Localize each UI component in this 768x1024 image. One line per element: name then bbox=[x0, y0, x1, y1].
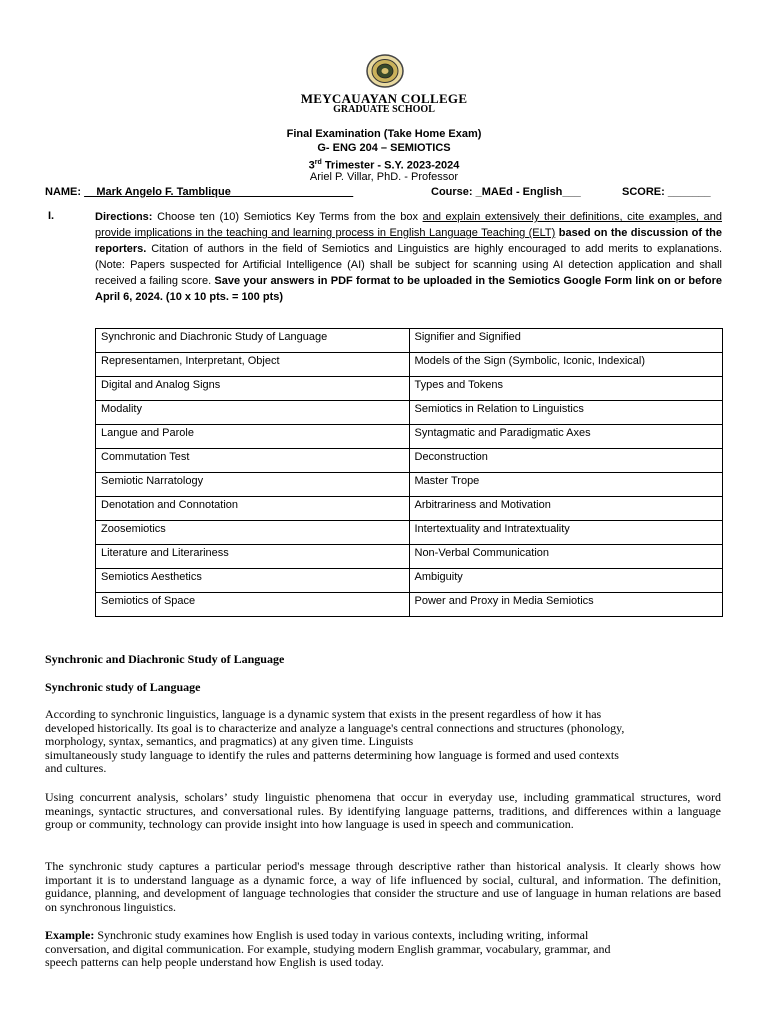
term-cell: Non-Verbal Communication bbox=[409, 545, 723, 569]
table-row bbox=[96, 521, 723, 545]
paragraph-1-line: simultaneously study language to identify the rules and patterns determining how language is formed and used contexts bbox=[45, 747, 619, 762]
term-cell: Zoosemiotics bbox=[96, 521, 410, 545]
course-code: G- ENG 204 – SEMIOTICS bbox=[317, 142, 451, 154]
term-cell: Semiotics of Space bbox=[96, 593, 410, 617]
term-cell: Deconstruction bbox=[409, 449, 723, 473]
term-cell: Models of the Sign (Symbolic, Iconic, Indexical) bbox=[409, 353, 723, 377]
paragraph-1-line: and cultures. bbox=[45, 761, 107, 775]
table-row bbox=[96, 329, 723, 353]
directions-label: Directions: bbox=[95, 211, 153, 223]
term-cell: Types and Tokens bbox=[409, 377, 723, 401]
score-value: _______ bbox=[667, 186, 711, 198]
score-field bbox=[622, 186, 711, 198]
paragraph-2: Using concurrent analysis, scholars’ study linguistic phenomena that occur in everyday use, including grammatical structures, word meanings, syntactic structures, and conversational rules. By identifying language patterns, traditions, and differences within a language group or community, technology can provide insight into how language is used in speech and communication. bbox=[45, 790, 721, 831]
term-cell: Semiotic Narratology bbox=[96, 473, 410, 497]
directions-underlined: and explain extensively their definitions, cite examples, and provide implications in the teaching and learning process in English Language Teaching (ELT) bbox=[95, 211, 722, 239]
professor: Ariel P. Villar, PhD. - Professor bbox=[309, 171, 459, 183]
example-line: Synchronic study examines how English is used today in various contexts, including writing, informal bbox=[94, 928, 589, 942]
term-cell: Semiotics in Relation to Linguistics bbox=[409, 401, 723, 425]
term-cell: Signifier and Signified bbox=[409, 329, 723, 353]
table-row bbox=[96, 353, 723, 377]
table-row bbox=[96, 569, 723, 593]
term-cell: Langue and Parole bbox=[96, 425, 410, 449]
term-cell: Digital and Analog Signs bbox=[96, 377, 410, 401]
directions-bold-1: based on the discussion of the reporters. bbox=[95, 227, 722, 255]
term-cell: Denotation and Connotation bbox=[96, 497, 410, 521]
table-row bbox=[96, 593, 723, 617]
name-value: __Mark Angelo F. Tamblique____________________ bbox=[84, 186, 354, 198]
paragraph-1-line: According to synchronic linguistics, language is a dynamic system that exists in the present regardless of how it has bbox=[45, 707, 602, 721]
score-label: SCORE: bbox=[622, 186, 665, 198]
term-cell: Intertextuality and Intratextuality bbox=[409, 521, 723, 545]
term-cell: Semiotics Aesthetics bbox=[96, 569, 410, 593]
section-number: I. bbox=[48, 210, 55, 222]
course-label: Course: bbox=[431, 186, 473, 198]
paragraph-3: The synchronic study captures a particular period's message through descriptive rather than historical analysis. It clearly shows how important it is to understand language as a dynamic force, a way of life influenced by social, cultural, and information. The definition, guidance, planning, and development of language technologies that consider the structure and use of language in human relations are based on synchronous linguistics. bbox=[45, 859, 721, 914]
directions-text-1: Choose ten (10) Semiotics Key Terms from the box bbox=[152, 211, 423, 223]
exam-title: Final Examination (Take Home Exam) bbox=[286, 128, 482, 140]
trimester-suffix: rd bbox=[314, 159, 322, 166]
college-name: MEYCAUAYAN COLLEGE bbox=[300, 91, 468, 106]
example-label: Example: bbox=[45, 928, 95, 942]
key-terms-table bbox=[95, 328, 723, 617]
college-seal-logo bbox=[366, 54, 404, 88]
term-cell: Synchronic and Diachronic Study of Language bbox=[96, 329, 410, 353]
directions-text-2: Citation of authors in the field of Semiotics and Linguistics are highly encouraged to add merits to explanations. (Note: Papers suspected for Artificial Intelligence (AI) shall be subject for scanning using AI detection application and shall received a failing score. bbox=[95, 243, 722, 287]
paragraph-1-line: morphology, syntax, semantics, and pragmatics) at any given time. Linguists bbox=[45, 734, 414, 748]
course-value: _MAEd - English___ bbox=[475, 186, 581, 198]
trimester-number: 3 bbox=[308, 159, 315, 172]
name-label: NAME: bbox=[45, 186, 82, 198]
paragraph-1-line: developed historically. Its goal is to characterize and analyze a language's central connections and structures (phonology, bbox=[45, 720, 625, 735]
directions-bold-2: Save your answers in PDF format to be uploaded in the Semiotics Google Form link on or before April 6, 2024. (10 x 10 pts. = 100 pts) bbox=[95, 275, 722, 303]
table-row bbox=[96, 425, 723, 449]
directions-paragraph bbox=[95, 209, 722, 305]
table-row bbox=[96, 545, 723, 569]
example-line: speech patterns can help people understand how English is used today. bbox=[45, 955, 384, 969]
term-cell: Modality bbox=[96, 401, 410, 425]
term-cell: Literature and Literariness bbox=[96, 545, 410, 569]
table-row bbox=[96, 377, 723, 401]
term-cell: Arbitrariness and Motivation bbox=[409, 497, 723, 521]
term-cell: Master Trope bbox=[409, 473, 723, 497]
course-field bbox=[431, 186, 581, 198]
example-line: conversation, and digital communication. For example, studying modern English grammar, vocabulary, grammar, and bbox=[45, 941, 611, 956]
trimester-text: Trimester - S.Y. 2023-2024 bbox=[321, 159, 460, 172]
heading-synchronic-study: Synchronic study of Language bbox=[45, 680, 201, 694]
name-field bbox=[45, 186, 353, 198]
term-cell: Commutation Test bbox=[96, 449, 410, 473]
table-row bbox=[96, 497, 723, 521]
table-row bbox=[96, 449, 723, 473]
table-row bbox=[96, 473, 723, 497]
term-cell: Syntagmatic and Paradigmatic Axes bbox=[409, 425, 723, 449]
example-paragraph bbox=[45, 929, 721, 970]
term-cell: Ambiguity bbox=[409, 569, 723, 593]
paragraph-1 bbox=[45, 708, 721, 776]
term-cell: Power and Proxy in Media Semiotics bbox=[409, 593, 723, 617]
term-cell: Representamen, Interpretant, Object bbox=[96, 353, 410, 377]
table-row bbox=[96, 401, 723, 425]
heading-synchronic-diachronic: Synchronic and Diachronic Study of Language bbox=[45, 652, 285, 666]
school-name: GRADUATE SCHOOL bbox=[333, 104, 435, 113]
